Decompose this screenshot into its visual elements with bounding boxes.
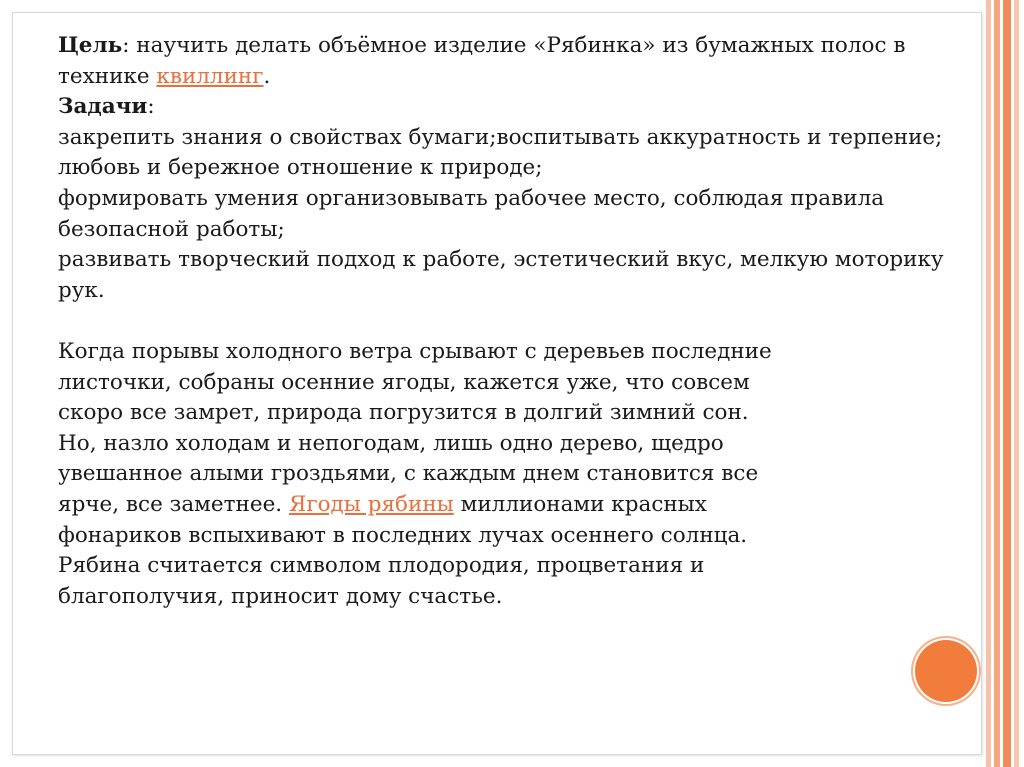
tasks-colon: :	[147, 94, 155, 120]
stripe	[1003, 0, 1011, 767]
orange-circle-decoration	[915, 640, 977, 702]
slide-content	[58, 31, 968, 612]
slide-frame	[12, 12, 982, 755]
stripe	[986, 0, 991, 767]
stripe	[994, 0, 1000, 767]
task-item-4: развивать творческий подход к работе, эстетический вкус, мелкую моторику рук.	[58, 247, 944, 303]
task-item-2: любовь и бережное отношение к природе;	[58, 155, 543, 181]
task-item-1: закрепить знания о свойствах бумаги;воспитывать аккуратность и терпение;	[58, 124, 943, 150]
stripe	[1014, 0, 1019, 767]
task-item-3: формировать умения организовывать рабочее место, соблюдая правила безопасной работы;	[58, 185, 885, 242]
rowan-berries-link[interactable]: Ягоды рябины	[288, 491, 454, 517]
tasks-heading	[58, 92, 968, 123]
goal-paragraph	[58, 31, 968, 92]
goal-label: Цель	[58, 33, 123, 58]
goal-text: : научить делать объёмное изделие «Рябинка» из бумажных полос в технике	[58, 33, 906, 89]
rowan-text-1: Когда порывы холодного ветра срывают с деревьев последние листочки, собраны осенние ягоды, кажется уже, что совсем скоро все замрет, природа погрузится в долгий зимний сон. Но, назло холодам и непогодам, лишь одно дерево, щедро увешанное алыми гроздьями, с каждым днем становится все ярче, все заметнее.	[58, 338, 772, 517]
rowan-paragraph	[58, 337, 778, 612]
rowan-text-2: миллионами красных фонариков вспыхивают в последних лучах осеннего солнца. Рябина считается символом плодородия, процветания и благополучия, приносит дому счастье.	[58, 491, 748, 609]
tasks-label: Задачи	[58, 94, 148, 120]
goal-text-end: .	[263, 63, 271, 89]
paragraph-gap	[58, 306, 968, 337]
quilling-link[interactable]: квиллинг	[156, 63, 264, 89]
